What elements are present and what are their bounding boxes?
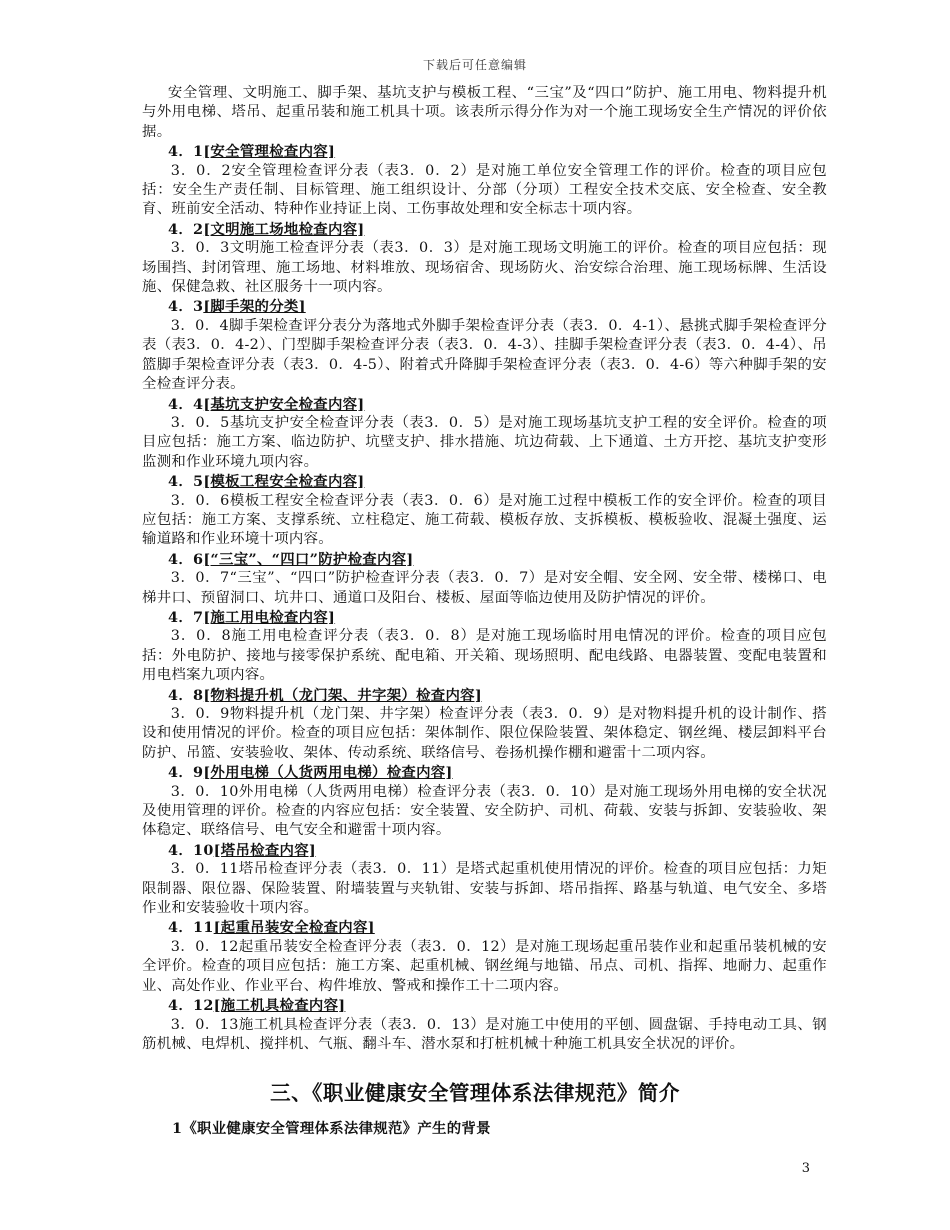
section-body: 3．0．9物料提升机（龙门架、井字架）检查评分表（表3．0．9）是对物料提升机的设计制作、搭设和使用情况的评价。检查的项目应包括：架体制作、限位保险装置、架体稳定、钢丝绳、楼层卸料平台防护、吊篮、安装验收、架体、传动系统、联络信号、卷扬机操作棚和避雷十二项内容。	[142, 706, 827, 761]
section-body: 3．0．10外用电梯（人货两用电梯）检查评分表（表3．0．10）是对施工现场外用电梯的安全状况及使用管理的评价。检查的内容应包括：安全装置、安全防护、司机、荷载、安装与拆卸、安装验收、架体稳定、联络信号、电气安全和避雷十项内容。	[142, 783, 827, 839]
section-heading: 4．6[“三宝”、“四口”防护检查内容]	[168, 550, 414, 568]
section-4-5	[142, 472, 827, 550]
sub-heading: 1《职业健康安全管理体系法律规范》产生的背景	[172, 1120, 491, 1137]
chapter-heading: 三、《职业健康安全管理体系法律规范》简介	[270, 1081, 680, 1105]
section-body: 3．0．8施工用电检查评分表（表3．0．8）是对施工现场临时用电情况的评价。检查的项目应包括：外电防护、接地与接零保护系统、配电箱、开关箱、现场照明、配电线路、电器装置、变配电装置和用电档案九项内容。	[142, 628, 827, 684]
section-heading: 4．1[安全管理检查内容]	[168, 143, 336, 161]
section-heading: 4．11[起重吊装安全检查内容]	[168, 919, 375, 937]
section-heading: 4．2[文明施工场地检查内容]	[168, 220, 365, 238]
section-4-6	[142, 550, 827, 608]
page-number: 3	[801, 1161, 810, 1176]
section-4-1	[142, 142, 827, 220]
section-4-7	[142, 608, 827, 686]
section-4-2	[142, 220, 827, 298]
section-heading: 4．10[塔吊检查内容]	[168, 841, 317, 859]
section-heading: 4．3[脚手架的分类]	[168, 298, 306, 316]
section-4-10	[142, 841, 827, 919]
section-body: 3．0．2安全管理检查评分表（表3．0．2）是对施工单位安全管理工作的评价。检查的项目应包括：安全生产责任制、目标管理、施工组织设计、分部（分项）工程安全技术交底、安全检查、安全教育、班前安全活动、特种作业持证上岗、工伤事故处理和安全标志十项内容。	[142, 162, 827, 218]
section-4-4	[142, 395, 827, 473]
section-body: 3．0．13施工机具检查评分表（表3．0．13）是对施工中使用的平刨、圆盘锯、手持电动工具、钢筋机械、电焊机、搅拌机、气瓶、翻斗车、潜水泵和打桩机械十种施工机具安全状况的评价。	[142, 1016, 827, 1052]
page-header: 下载后可任意编辑	[422, 58, 527, 72]
section-body: 3．0．5基坑支护安全检查评分表（表3．0．5）是对施工现场基坑支护工程的安全评价。检查的项目应包括：施工方案、临边防护、坑壁支护、排水措施、坑边荷载、上下通道、土方开挖、基坑支护变形监测和作业环境九项内容。	[142, 414, 827, 470]
section-4-3	[142, 297, 827, 394]
intro-paragraph: 安全管理、文明施工、脚手架、基坑支护与模板工程、“三宝”及“四口”防护、施工用电、物料提升机与外用电梯、塔吊、起重吊装和施工机具十项。该表所示得分作为对一个施工现场安全生产情况的评价依据。	[142, 85, 827, 140]
section-heading: 4．8[物料提升机（龙门架、井字架）检查内容]	[168, 686, 482, 704]
section-heading: 4．9[外用电梯（人货两用电梯）检查内容]	[168, 764, 453, 782]
section-heading: 4．12[施工机具检查内容]	[168, 997, 346, 1015]
section-4-9	[142, 763, 827, 841]
section-body: 3．0．12起重吊装安全检查评分表（表3．0．12）是对施工现场起重吊装作业和起重吊装机械的安全评价。检查的项目应包括：施工方案、起重机械、钢丝绳与地锚、吊点、司机、指挥、地耐力、起重作业、高处作业、作业平台、构件堆放、警戒和操作工十二项内容。	[142, 938, 827, 994]
section-heading: 4．4[基坑支护安全检查内容]	[168, 395, 365, 413]
section-4-8	[142, 686, 827, 764]
section-body: 3．0．3文明施工检查评分表（表3．0．3）是对施工现场文明施工的评价。检查的项目应包括：现场围挡、封闭管理、施工场地、材料堆放、现场宿舍、现场防火、治安综合治理、施工现场标牌、生活设施、保健急救、社区服务十一项内容。	[142, 240, 827, 296]
section-body: 3．0．6模板工程安全检查评分表（表3．0．6）是对施工过程中模板工作的安全评价。检查的项目应包括：施工方案、支撑系统、立柱稳定、施工荷载、模板存放、支拆模板、模板验收、混凝土强度、运输道路和作业环境十项内容。	[142, 492, 827, 548]
section-body: 3．0．7“三宝”、“四口”防护检查评分表（表3．0．7）是对安全帽、安全网、安全带、楼梯口、电梯井口、预留洞口、坑井口、通道口及阳台、楼板、屋面等临边使用及防护情况的评价。	[142, 570, 827, 606]
section-heading: 4．5[模板工程安全检查内容]	[168, 473, 365, 491]
section-heading: 4．7[施工用电检查内容]	[168, 608, 336, 626]
section-body: 3．0．11塔吊检查评分表（表3．0．11）是塔式起重机使用情况的评价。检查的项目应包括：力矩限制器、限位器、保险装置、附墙装置与夹轨钳、安装与拆卸、塔吊指挥、路基与轨道、电气安全、多塔作业和安装验收十项内容。	[142, 861, 827, 917]
section-body: 3．0．4脚手架检查评分表分为落地式外脚手架检查评分表（表3．0．4-1）、悬挑式脚手架检查评分表（表3．0．4-2）、门型脚手架检查评分表（表3．0．4-3）、挂脚手架检查评分表（表3．0．4-4）、吊篮脚手架检查评分表（表3．0．4-5）、附着式升降脚手架检查评分表（表3．0．4-6）等六种脚手架的安全检查评分表。	[142, 317, 827, 393]
section-4-11	[142, 918, 827, 996]
document-body	[142, 84, 827, 1054]
section-4-12	[142, 996, 827, 1054]
